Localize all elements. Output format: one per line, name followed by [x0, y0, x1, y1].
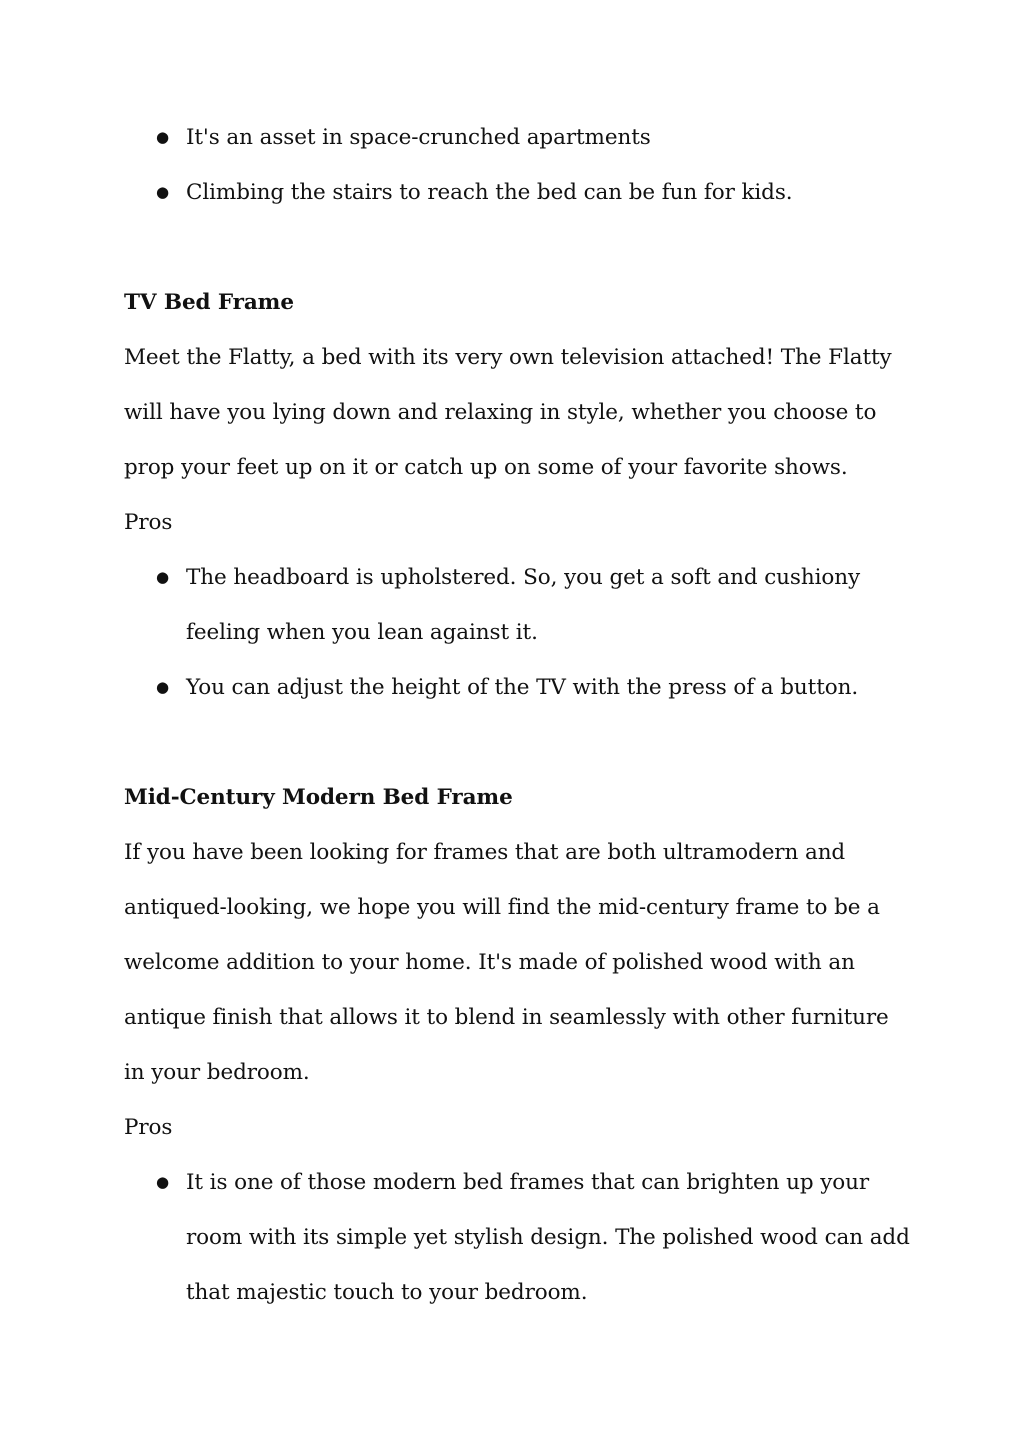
list-item-text: The headboard is upholstered. So, you get a soft and cushiony feeling when you lean against it.: [186, 565, 861, 645]
pros-label: Pros: [124, 1115, 173, 1140]
intro-bullet-list: [124, 110, 914, 220]
pros-label: Pros: [124, 510, 173, 535]
bullet-icon: ●: [156, 678, 169, 696]
list-item-text: You can adjust the height of the TV with the press of a button.: [186, 675, 859, 700]
bullet-icon: ●: [156, 1173, 169, 1191]
pros-list: [124, 550, 914, 715]
list-item: [124, 165, 914, 220]
list-item-text: It is one of those modern bed frames that can brighten up your room with its simple yet stylish design. The polished wood can add that majestic touch to your bedroom.: [186, 1170, 910, 1305]
section-heading-mid-century-bed-frame: Mid-Century Modern Bed Frame: [124, 785, 513, 810]
bullet-icon: ●: [156, 128, 169, 146]
section-spacer: [124, 220, 914, 275]
bullet-icon: ●: [156, 568, 169, 586]
list-item: [124, 110, 914, 165]
bullet-icon: ●: [156, 183, 169, 201]
section-spacer: [124, 715, 914, 770]
document-content: [124, 110, 914, 1320]
list-item-text: It's an asset in space-crunched apartments: [186, 125, 651, 150]
pros-list: [124, 1155, 914, 1320]
list-item: [124, 660, 914, 715]
section-heading-tv-bed-frame: TV Bed Frame: [124, 290, 294, 315]
list-item: [124, 1155, 914, 1320]
list-item: [124, 550, 914, 660]
section-paragraph: If you have been looking for frames that are both ultramodern and antiqued-looking, we hope you will find the mid-century frame to be a welcome addition to your home. It's made of polished wood with an antique finish that allows it to blend in seamlessly with other furniture in your bedroom.: [124, 840, 889, 1085]
list-item-text: Climbing the stairs to reach the bed can be fun for kids.: [186, 180, 793, 205]
section-paragraph: Meet the Flatty, a bed with its very own television attached! The Flatty will have you lying down and relaxing in style, whether you choose to prop your feet up on it or catch up on some of your favorite shows.: [124, 345, 892, 480]
